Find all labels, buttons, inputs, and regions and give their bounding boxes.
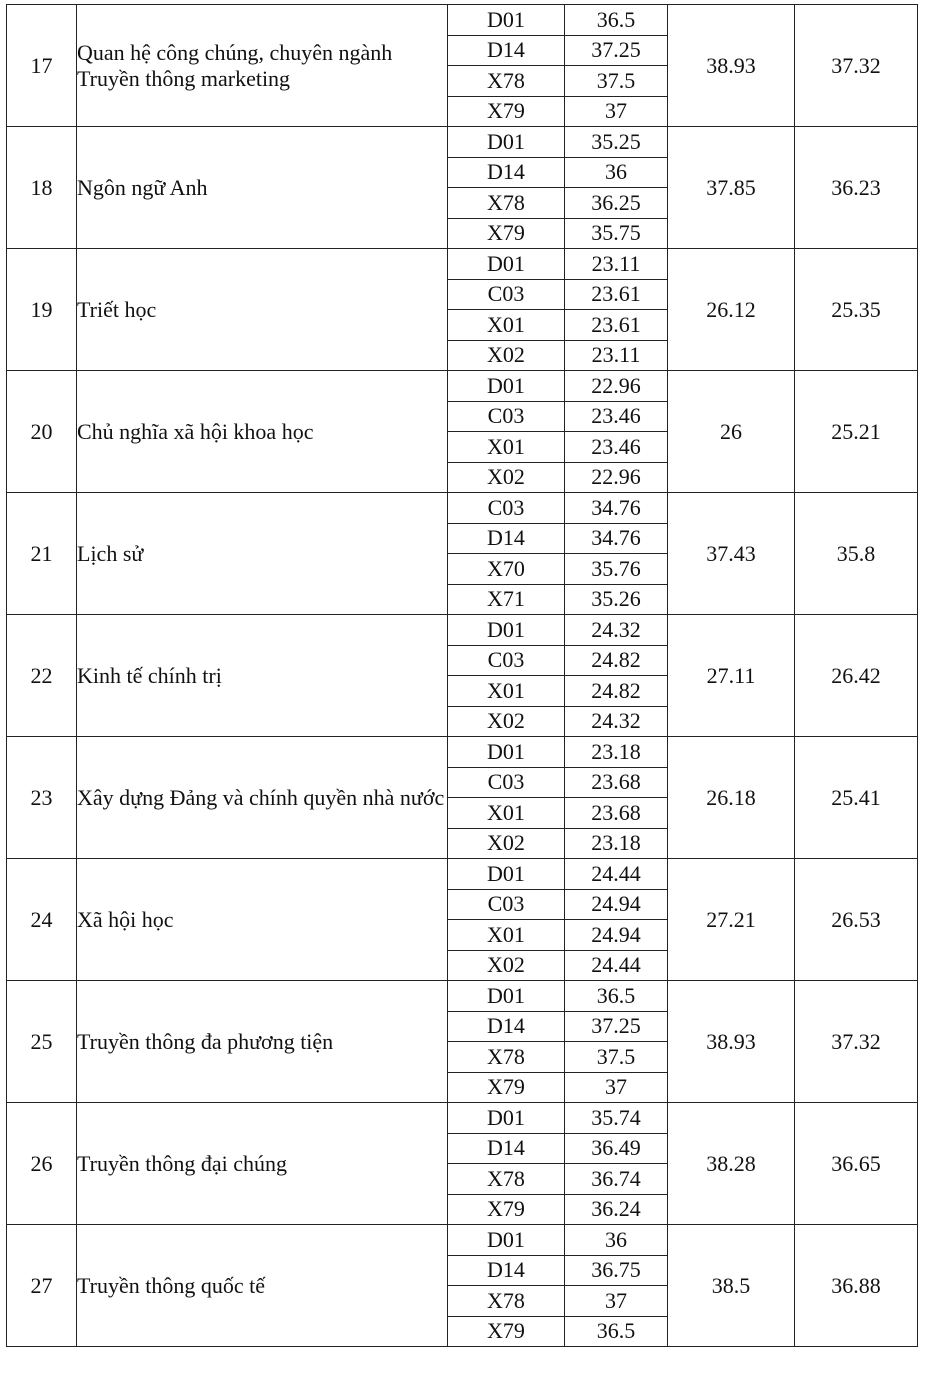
score-column-a: 37.43 [668,493,795,615]
subject-combination: X71 [448,584,565,615]
major-name: Quan hệ công chúng, chuyên ngành Truyền thông marketing [77,5,448,127]
score-column-b: 35.8 [795,493,918,615]
combination-score: 24.44 [565,859,668,890]
combination-score: 34.76 [565,523,668,554]
subject-combination: D01 [448,1225,565,1256]
combination-score: 36.74 [565,1164,668,1195]
score-column-b: 26.42 [795,615,918,737]
combination-score: 23.11 [565,249,668,280]
subject-combination: X78 [448,66,565,97]
subject-combination: X79 [448,96,565,127]
subject-combination: X01 [448,676,565,707]
combination-score: 36.25 [565,188,668,219]
subject-combination: D14 [448,35,565,66]
combination-score: 24.94 [565,920,668,951]
major-name: Kinh tế chính trị [77,615,448,737]
score-column-b: 25.21 [795,371,918,493]
row-number: 18 [7,127,77,249]
major-name: Chủ nghĩa xã hội khoa học [77,371,448,493]
score-column-b: 36.88 [795,1225,918,1347]
row-number: 22 [7,615,77,737]
combination-score: 37.25 [565,35,668,66]
combination-score: 22.96 [565,462,668,493]
combination-score: 35.74 [565,1103,668,1134]
subject-combination: C03 [448,493,565,524]
table-row [7,615,918,646]
subject-combination: X79 [448,1072,565,1103]
subject-combination: X02 [448,950,565,981]
score-column-a: 38.93 [668,5,795,127]
combination-score: 23.61 [565,279,668,310]
score-column-a: 37.85 [668,127,795,249]
score-column-b: 26.53 [795,859,918,981]
subject-combination: X70 [448,554,565,585]
subject-combination: X79 [448,1194,565,1225]
subject-combination: D14 [448,1133,565,1164]
combination-score: 22.96 [565,371,668,402]
subject-combination: X02 [448,706,565,737]
subject-combination: C03 [448,645,565,676]
combination-score: 23.61 [565,310,668,341]
row-number: 24 [7,859,77,981]
table-row [7,5,918,36]
score-column-b: 37.32 [795,981,918,1103]
combination-score: 23.11 [565,340,668,371]
subject-combination: X02 [448,462,565,493]
combination-score: 36.5 [565,1316,668,1347]
table-row [7,859,918,890]
table-row [7,1103,918,1134]
combination-score: 23.46 [565,432,668,463]
row-number: 17 [7,5,77,127]
combination-score: 36.75 [565,1255,668,1286]
combination-score: 35.76 [565,554,668,585]
score-column-a: 27.11 [668,615,795,737]
score-column-a: 26 [668,371,795,493]
table-row [7,737,918,768]
combination-score: 37 [565,96,668,127]
subject-combination: X01 [448,310,565,341]
combination-score: 24.32 [565,706,668,737]
combination-score: 24.82 [565,645,668,676]
subject-combination: X02 [448,340,565,371]
combination-score: 24.94 [565,889,668,920]
table-row [7,249,918,280]
combination-score: 23.46 [565,401,668,432]
row-number: 25 [7,981,77,1103]
subject-combination: C03 [448,889,565,920]
combination-score: 36.5 [565,5,668,36]
subject-combination: X78 [448,188,565,219]
table-body [7,5,918,1347]
combination-score: 24.44 [565,950,668,981]
subject-combination: D01 [448,371,565,402]
combination-score: 24.32 [565,615,668,646]
subject-combination: D01 [448,249,565,280]
row-number: 23 [7,737,77,859]
row-number: 21 [7,493,77,615]
subject-combination: D14 [448,1011,565,1042]
major-name: Truyền thông đa phương tiện [77,981,448,1103]
row-number: 20 [7,371,77,493]
combination-score: 36.5 [565,981,668,1012]
combination-score: 24.82 [565,676,668,707]
combination-score: 35.75 [565,218,668,249]
subject-combination: D14 [448,157,565,188]
combination-score: 35.26 [565,584,668,615]
combination-score: 35.25 [565,127,668,158]
score-column-b: 37.32 [795,5,918,127]
table-row [7,127,918,158]
combination-score: 36.24 [565,1194,668,1225]
score-column-a: 27.21 [668,859,795,981]
row-number: 19 [7,249,77,371]
subject-combination: X01 [448,920,565,951]
subject-combination: C03 [448,767,565,798]
combination-score: 23.68 [565,767,668,798]
subject-combination: X79 [448,1316,565,1347]
subject-combination: D14 [448,1255,565,1286]
score-column-b: 36.65 [795,1103,918,1225]
major-name: Xã hội học [77,859,448,981]
major-name: Triết học [77,249,448,371]
subject-combination: X79 [448,218,565,249]
subject-combination: D01 [448,127,565,158]
admission-score-table [6,4,918,1347]
combination-score: 36 [565,1225,668,1256]
subject-combination: D01 [448,615,565,646]
score-column-a: 38.28 [668,1103,795,1225]
subject-combination: C03 [448,279,565,310]
combination-score: 37.5 [565,66,668,97]
subject-combination: D01 [448,981,565,1012]
subject-combination: C03 [448,401,565,432]
score-column-b: 36.23 [795,127,918,249]
subject-combination: X78 [448,1042,565,1073]
score-column-b: 25.41 [795,737,918,859]
combination-score: 23.18 [565,828,668,859]
combination-score: 23.68 [565,798,668,829]
subject-combination: D01 [448,737,565,768]
subject-combination: X01 [448,798,565,829]
subject-combination: X78 [448,1286,565,1317]
subject-combination: D01 [448,5,565,36]
combination-score: 37.5 [565,1042,668,1073]
subject-combination: X78 [448,1164,565,1195]
major-name: Truyền thông quốc tế [77,1225,448,1347]
combination-score: 37.25 [565,1011,668,1042]
combination-score: 36 [565,157,668,188]
score-column-a: 26.18 [668,737,795,859]
table-row [7,981,918,1012]
subject-combination: X02 [448,828,565,859]
score-column-a: 38.93 [668,981,795,1103]
major-name: Xây dựng Đảng và chính quyền nhà nước [77,737,448,859]
score-column-a: 38.5 [668,1225,795,1347]
combination-score: 36.49 [565,1133,668,1164]
major-name: Lịch sử [77,493,448,615]
score-column-a: 26.12 [668,249,795,371]
subject-combination: D01 [448,1103,565,1134]
score-column-b: 25.35 [795,249,918,371]
combination-score: 23.18 [565,737,668,768]
major-name: Ngôn ngữ Anh [77,127,448,249]
table-row [7,371,918,402]
major-name: Truyền thông đại chúng [77,1103,448,1225]
row-number: 26 [7,1103,77,1225]
row-number: 27 [7,1225,77,1347]
combination-score: 37 [565,1286,668,1317]
subject-combination: X01 [448,432,565,463]
table-row [7,493,918,524]
subject-combination: D01 [448,859,565,890]
combination-score: 37 [565,1072,668,1103]
table-row [7,1225,918,1256]
combination-score: 34.76 [565,493,668,524]
subject-combination: D14 [448,523,565,554]
